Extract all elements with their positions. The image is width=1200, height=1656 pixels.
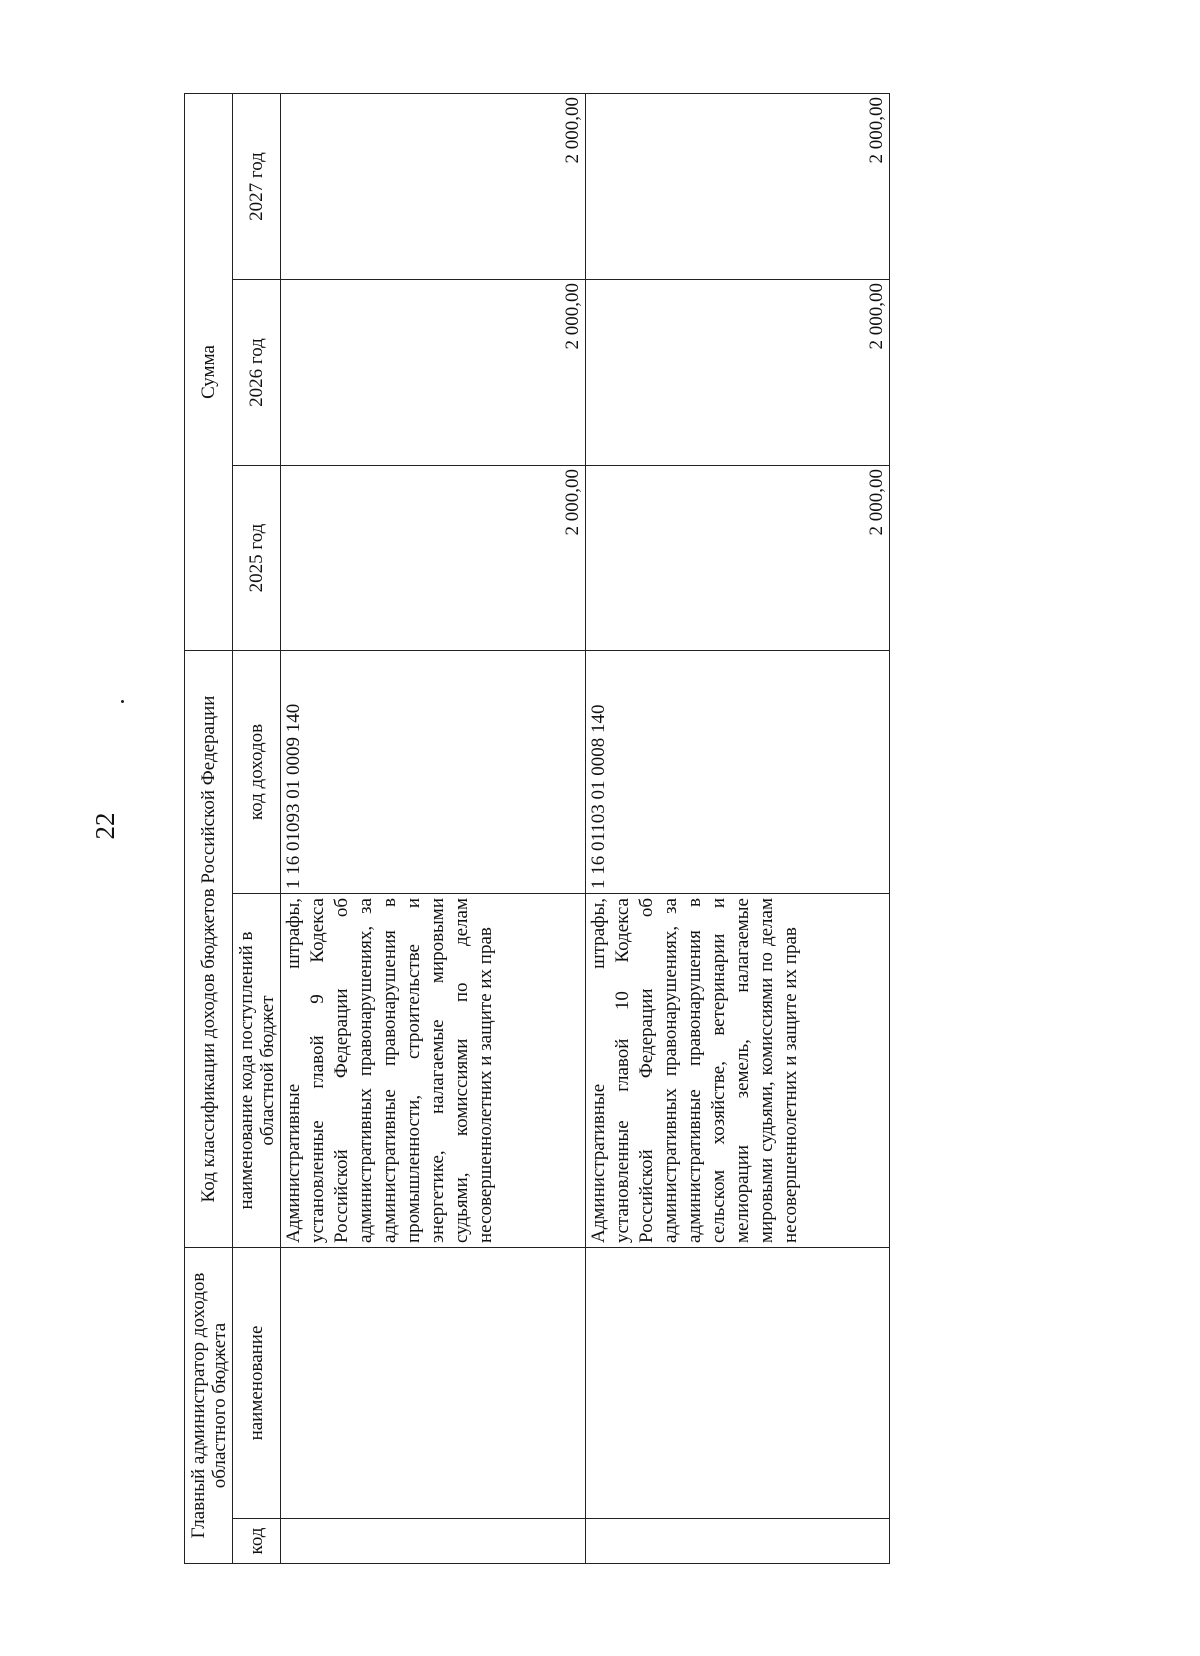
sum-2026: 2 000,00 bbox=[281, 280, 586, 466]
revenue-code: 1 16 01103 01 0008 140 bbox=[585, 651, 890, 894]
scan-dot bbox=[121, 700, 124, 703]
classification-group-header: Код классификации доходов бюджетов Российской Федерации bbox=[185, 651, 233, 1248]
admin-code-cell bbox=[281, 1519, 586, 1564]
sum-2025: 2 000,00 bbox=[281, 466, 586, 651]
table-row bbox=[281, 93, 586, 1563]
sum-group-header: Сумма bbox=[185, 93, 233, 650]
admin-group-header: Главный администратор доходов областного бюджета bbox=[185, 1248, 233, 1564]
admin-name-header: наименование bbox=[233, 1248, 281, 1519]
admin-code-header: код bbox=[233, 1519, 281, 1564]
revenue-description: Административные штрафы, установленные главой 9 Кодекса Российской Федерации об административных правонарушениях, за административные правонарушения в промышленности, строительстве и энергетике, налагаемые мировыми судьями, комиссиями по делам несовершеннолетних и защите их прав bbox=[281, 894, 586, 1248]
year-2027-header: 2027 год bbox=[233, 93, 281, 279]
sum-2027: 2 000,00 bbox=[585, 93, 890, 279]
sum-2026: 2 000,00 bbox=[585, 280, 890, 466]
admin-code-cell bbox=[585, 1519, 890, 1564]
year-2026-header: 2026 год bbox=[233, 280, 281, 466]
sum-2025: 2 000,00 bbox=[585, 466, 890, 651]
revenue-name-header: наименование кода поступлений в областной бюджет bbox=[233, 894, 281, 1248]
revenue-table bbox=[184, 93, 890, 1564]
page-number: 22 bbox=[90, 812, 120, 840]
admin-name-cell bbox=[585, 1248, 890, 1519]
admin-name-cell bbox=[281, 1248, 586, 1519]
table-row bbox=[585, 93, 890, 1563]
rotated-table-container bbox=[184, 94, 890, 1564]
year-2025-header: 2025 год bbox=[233, 466, 281, 651]
revenue-description: Административные штрафы, установленные главой 10 Кодекса Российской Федерации об административных правонарушениях, за административные правонарушения в сельском хозяйстве, ветеринарии и мелиорации земель, налагаемые мировыми судьями, комиссиями по делам несовершеннолетних и защите их прав bbox=[585, 894, 890, 1248]
sum-2027: 2 000,00 bbox=[281, 93, 586, 279]
revenue-code: 1 16 01093 01 0009 140 bbox=[281, 651, 586, 894]
revenue-code-header: код доходов bbox=[233, 651, 281, 894]
